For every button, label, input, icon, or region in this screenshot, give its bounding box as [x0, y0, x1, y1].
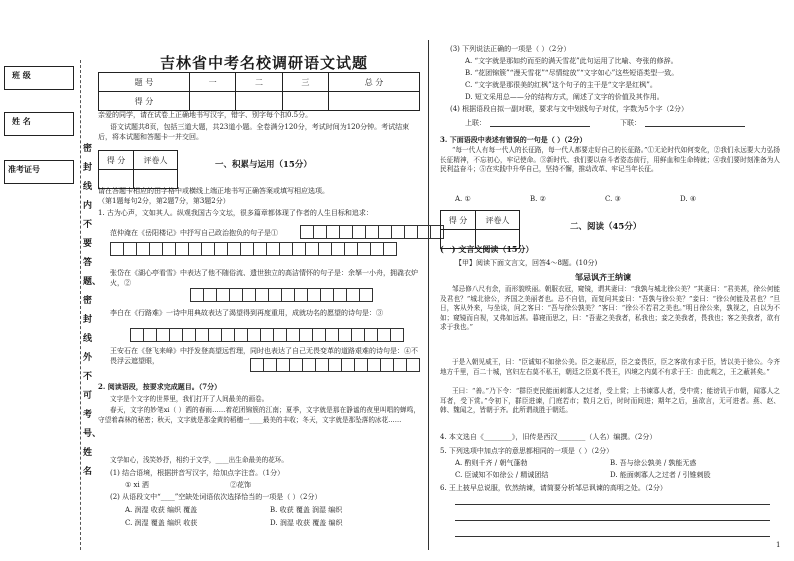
passage-para-3: 王曰：“善。”乃下令：“群臣吏民能面刺寡人之过者，受上赏；上书谏寡人者，受中赏；能谤讥于市朝，闻寡人之耳者，受下赏。”令初下，群臣进谏，门庭若市；数月之后，时时而间进；期年之后，虽欲言，无可进者。燕、赵、韩、魏闻之，皆朝于齐。此所谓战胜于朝廷。: [440, 387, 780, 414]
couplet-lower: 下联：: [620, 119, 641, 127]
q2-para-2: 春天，文字的妙笔xi（ ）洒的春雨……着花团锦簇的江南；夏季，文字就是那在静谧的夜里叫唱的蝉鸣，守望着森林的秘密；秋天，文字就是那金黄的稻穗一____最美的丰收；冬天，文字就是那坠落的冰花……: [98, 406, 420, 424]
score-cell: [236, 92, 282, 111]
couplet-upper-line[interactable]: [490, 126, 590, 127]
q7-option-b[interactable]: B. 吾与徐公孰美 / 孰能无惑: [610, 459, 697, 467]
intro-line-1: 亲爱的同学，请在试卷上正确地书写汉字，错字、别字每个扣0.5分。: [98, 111, 313, 119]
q3-option-b[interactable]: B. “花团锦簇”“漫天雪花”“尽情绽放”“文字如心”这些短语类型一致。: [465, 69, 679, 77]
answer-grid-d[interactable]: [250, 358, 419, 372]
seal-line: [80, 60, 81, 550]
question-4: (4) 根据语段自拟一副对联，要求与文中划线句子对仗，字数为5个字（2分）: [450, 105, 689, 113]
grader-score: 得 分: [441, 211, 476, 230]
section-1-heading: 一、积累与运用（15分）: [215, 160, 312, 170]
grader-name: 评卷人: [476, 211, 520, 230]
name-label: 姓 名: [12, 116, 31, 126]
sub-section-1: (一) 文言文阅读（15分）: [440, 244, 534, 254]
answer-line-1[interactable]: [455, 504, 770, 505]
question-6: 4. 本文选自《________》，旧传是西汉________（人名）编撰。（2分）: [440, 433, 657, 441]
option-c[interactable]: C. 润湿 覆盖 编织 收获: [125, 519, 198, 527]
question-2: 2. 阅读语段，按要求完成题目。（7分）: [98, 382, 222, 391]
intro-line-2: 语文试题共8页，包括三道大题，共23道小题。全卷满分120分，考试时间为120分钟。考试结束后，将本试题和答题卡一并交回。: [98, 123, 410, 141]
q2-para-3: 文学如心，浅笑妙抒，相约于文学，____出生命最美的花环。: [110, 456, 289, 464]
passage-para-2: 于是入朝见威王，曰：“臣诚知不如徐公美。臣之妻私臣，臣之妾畏臣，臣之客欲有求于臣，皆以美于徐公。今齐地方千里，百二十城，宫妇左右莫不私王，朝廷之臣莫不畏王，四境之内莫不有求于王：由此观之，王之蔽甚矣。”: [440, 358, 780, 376]
q2-sub-1: (1) 结合语境，根据拼音写汉字，给加点字注音。（1分）: [110, 469, 285, 477]
q5-opt-b[interactable]: B. ②: [530, 195, 546, 203]
couplet-upper: 上联：: [465, 119, 486, 127]
sidebar: [0, 0, 100, 561]
q5-opt-d[interactable]: D. ④: [680, 195, 697, 203]
q2-sub-1a: ① xi 洒: [125, 481, 149, 489]
q5-opt-a[interactable]: A. ①: [455, 195, 471, 203]
q2-sub-2: (2) 从语段文中“____”空缺处词语依次选择恰当的一项是（ ）（2分）: [110, 493, 322, 501]
option-d[interactable]: D. 润湿 收获 覆盖 编织: [270, 519, 343, 527]
ticket-label: 准考证号: [8, 164, 40, 174]
passage-para-1: 邹忌修八尺有余，而形貌昳丽。朝服衣冠，窥镜，谓其妻曰：“我孰与城北徐公美？”其妻曰：“君美甚，徐公何能及君也？”城北徐公，齐国之美丽者也。忌不自信，而复问其妾曰：“吾孰与徐公美？”妾曰：“徐公何能及君也？”旦日，客从外来，与坐谈，问之客曰：“吾与徐公孰美？”客曰：“徐公不若君之美也。”明日徐公来，孰视之，自以为不如；窥镜而自视，又弗如远甚。暮寝而思之，曰：“吾妻之美我者，私我也；妾之美我者，畏我也；客之美我者，欲有求于我也。”: [440, 285, 780, 331]
grader-table: [98, 150, 178, 189]
q7-option-d[interactable]: D. 能面刺寡人之过者 / 引锥刺股: [610, 471, 711, 479]
answer-grid-c[interactable]: [130, 328, 403, 342]
score-header: 题 号: [99, 73, 190, 92]
q1-item-a: 范仲淹在《岳阳楼记》中抒写自己政治抱负的句子是①: [110, 229, 278, 237]
question-5: 3. 下面语段中表述有错误的一句是（ ）（2分）: [440, 135, 587, 144]
q2-sub-1b: ②花饰: [230, 481, 251, 489]
q1-item-c: 李白在《行路难》一诗中用典故表达了渴望得到再度重用，成就功名的愿望的诗句是：③: [110, 309, 383, 317]
question-3: (3) 下列说法正确的一项是（ ）（2分）: [450, 45, 571, 53]
q5-opt-c[interactable]: C. ③: [605, 195, 621, 203]
grader-name: 评卷人: [134, 151, 178, 170]
answer-line-2[interactable]: [455, 520, 770, 521]
score-cell: 得 分: [99, 92, 190, 111]
q7-option-a[interactable]: A. 酌则千齐 / 朝气蓬勃: [455, 459, 528, 467]
page-number: 1: [776, 541, 781, 549]
q7-option-c[interactable]: C. 臣诚知不如徐公 / 精诚团结: [455, 471, 549, 479]
q2-para-1: 文字是个文字的世界里，我们打开了人间最美的画卷。: [110, 395, 269, 403]
score-table: [98, 72, 420, 111]
section-2-heading: 二、阅读（45分）: [570, 222, 642, 232]
q3-option-d[interactable]: D. 短文采用总——分的结构方式，阐述了文字的价值及其作用。: [465, 93, 664, 101]
answer-grid-a2[interactable]: [110, 242, 396, 256]
score-header: 三: [282, 73, 328, 92]
passage-title: 邹忌讽齐王纳谏: [575, 272, 631, 282]
score-cell: [282, 92, 328, 111]
score-header: 二: [236, 73, 282, 92]
score-header: 一: [189, 73, 235, 92]
question-1: 1. 古为心声，文如其人。纵观我国古今文坛，很多篇章都体现了作者的人生目标和追求：: [98, 209, 373, 217]
q3-option-a[interactable]: A. “文字就是那如约而至的满天雪花”此句运用了比喻、夸张的修辞。: [465, 57, 678, 65]
column-divider: [428, 40, 429, 550]
sec1-instr: 请在答题卡相应的田字格中或横线上端正地书写正确答案或填写相应选项。: [98, 187, 329, 195]
score-header: 总 分: [329, 73, 420, 92]
grader-score: 得 分: [99, 151, 134, 170]
score-cell: [189, 92, 235, 111]
seal-text: 密封线内不要答题、密封线外不可考号、姓名: [83, 144, 102, 477]
score-cell: [329, 92, 420, 111]
page-title: 吉林省中考名校调研语文试题: [160, 54, 369, 72]
option-b[interactable]: B. 收获 覆盖 润湿 编织: [270, 506, 343, 514]
q5-passage: “每一代人有每一代人的长征路，每一代人都要走好自己的长征路。”①无论时代如何变化，②我们永远要大力弘扬长征精神，不忘初心，牢记使命。③新时代、我们要以奋斗者姿态前行，用鲜血和生命铸就；④我们要时刻准备为人民利益奋斗；⑤在实践中升华自己，坚持不懈，推动改革、牢记当年长征。: [440, 146, 780, 173]
q3-option-c[interactable]: C. “文字就是那很美的红枫”这个句子的主干是“文字是红枫”。: [465, 81, 657, 89]
class-label: 班 级: [12, 70, 31, 80]
answer-grid-b[interactable]: [190, 288, 372, 302]
answer-grid-a[interactable]: [300, 225, 443, 239]
q1-item-d: 王安石在《登飞来峰》中抒发登高望远哲理，同时也表达了自己无畏变革的道路艰难的诗句是：④不畏浮云遮望眼，: [110, 347, 418, 365]
question-8: 6. 王上披早总说服，钦然纳谏，请简要分析邹忌讽谏的高明之处。（2分）: [440, 484, 667, 492]
q1-item-b: 张岱在《湖心亭看雪》中表达了他不随俗流、遗世独立的高洁情怀的句子是：余拏一小舟，拥毳衣炉火，②: [110, 269, 418, 287]
couplet-lower-line[interactable]: [645, 126, 745, 127]
option-a[interactable]: A. 润湿 收获 编织 覆盖: [125, 506, 198, 514]
sub-section-a: 【甲】阅读下面文言文，回答4～8题。(10分): [455, 259, 598, 267]
sec1-note: （第1题每句2分，第2题7分，第3题2分）: [98, 197, 230, 205]
question-7: 5. 下列选项中加点字的意思都相同的一项是（ ）（2分）: [440, 447, 614, 455]
answer-line-3[interactable]: [455, 536, 770, 537]
